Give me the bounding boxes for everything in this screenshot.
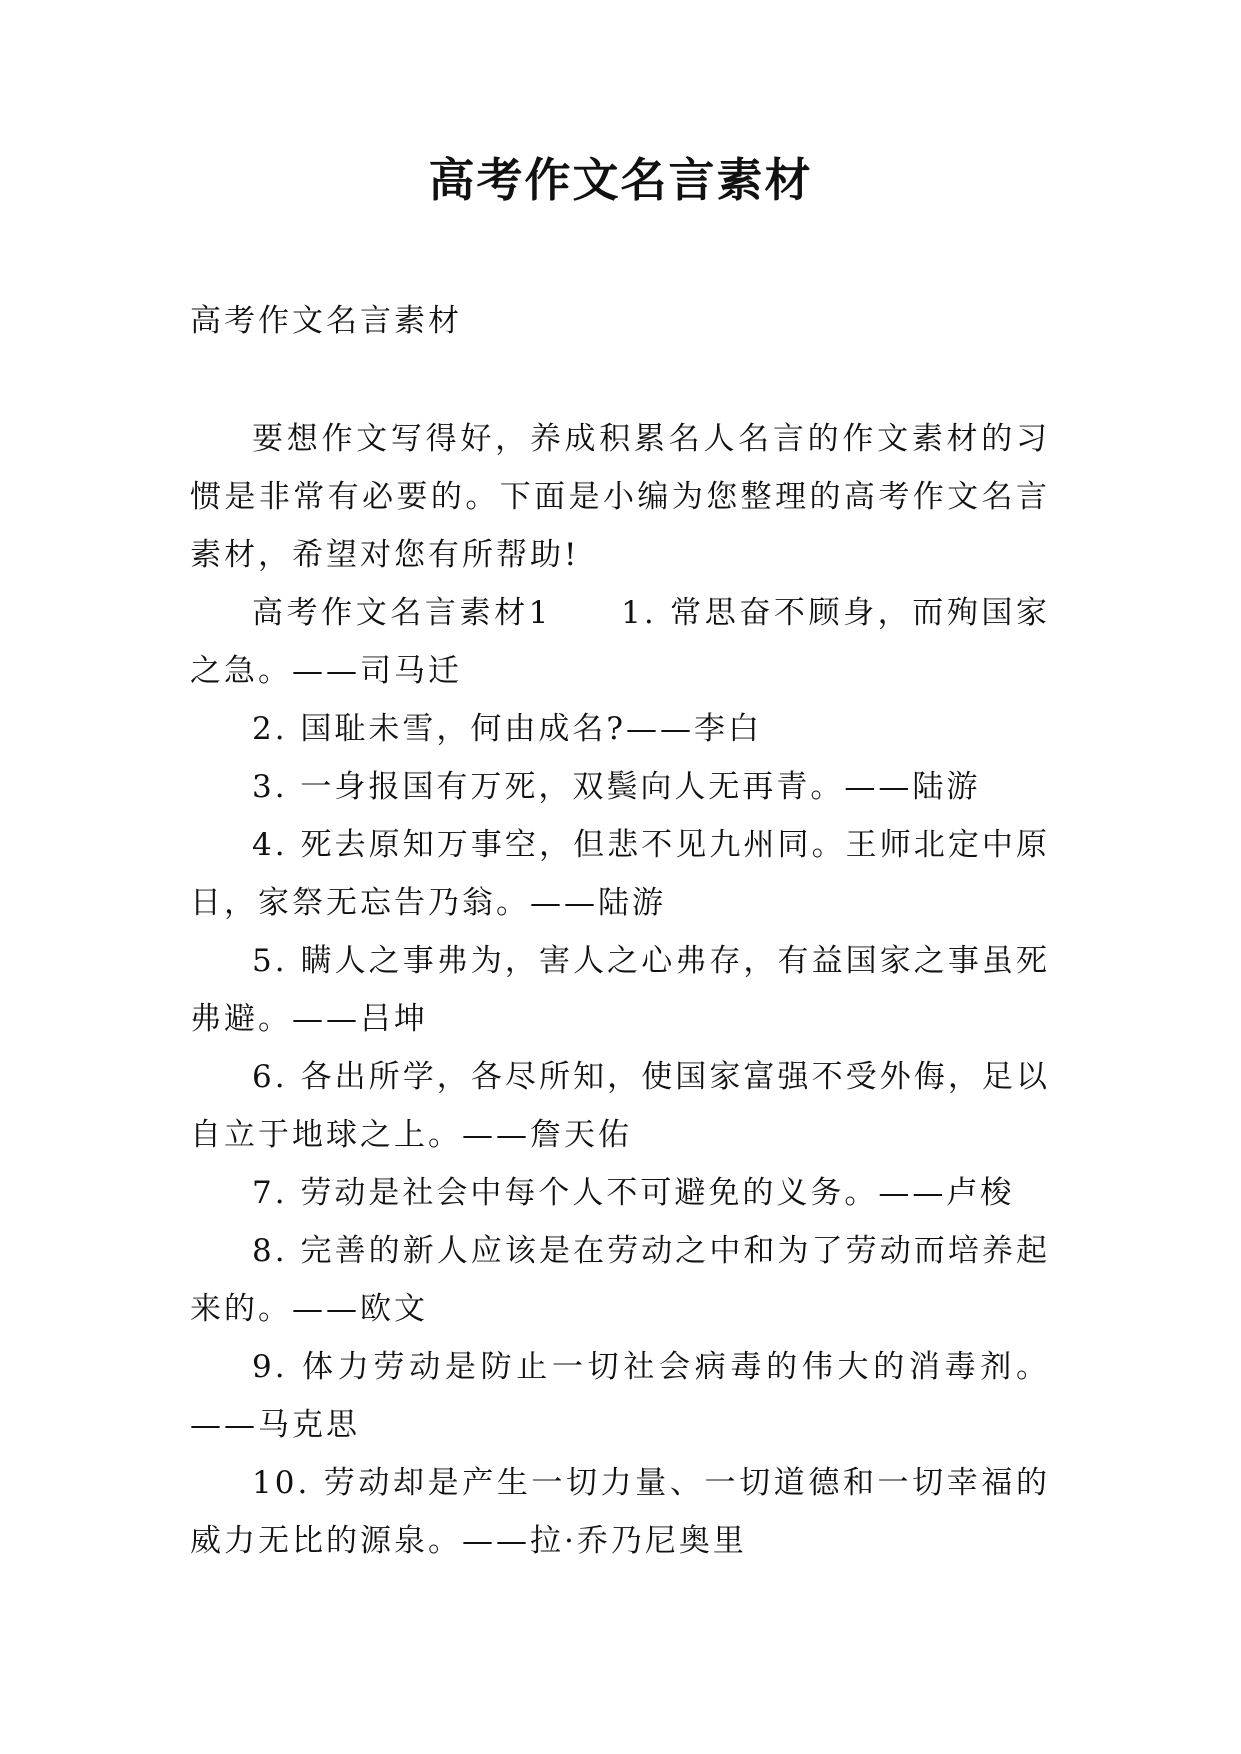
quote-paragraph: 4. 死去原知万事空，但悲不见九州同。王师北定中原日，家祭无忘告乃翁。——陆游 [190,827,1050,921]
quote-paragraph: 高考作文名言素材1 1. 常思奋不顾身，而殉国家之急。——司马迁 [190,595,1050,689]
document-title: 高考作文名言素材 [428,153,813,207]
intro-paragraph: 要想作文写得好，养成积累名人名言的作文素材的习惯是非常有必要的。下面是小编为您整理的高考作文名言素材，希望对您有所帮助! [190,421,1050,573]
quote-paragraph: 6. 各出所学，各尽所知，使国家富强不受外侮，足以自立于地球之上。——詹天佑 [190,1059,1050,1153]
quote-paragraph: 7. 劳动是社会中每个人不可避免的义务。——卢梭 [252,1175,1015,1211]
quote-paragraph: 8. 完善的新人应该是在劳动之中和为了劳动而培养起来的。——欧文 [190,1233,1050,1327]
quote-paragraph: 9. 体力劳动是防止一切社会病毒的伟大的消毒剂。——马克思 [190,1349,1050,1443]
document-subtitle: 高考作文名言素材 [190,303,462,339]
quote-paragraph: 10. 劳动却是产生一切力量、一切道德和一切幸福的威力无比的源泉。——拉·乔乃尼奥里 [190,1465,1050,1559]
document-body [190,292,1050,1570]
quote-paragraph: 2. 国耻未雪，何由成名?——李白 [252,711,763,747]
quote-paragraph: 5. 瞒人之事弗为，害人之心弗存，有益国家之事虽死弗避。——吕坤 [190,943,1050,1037]
quote-paragraph: 3. 一身报国有万死，双鬓向人无再青。——陆游 [252,769,981,805]
